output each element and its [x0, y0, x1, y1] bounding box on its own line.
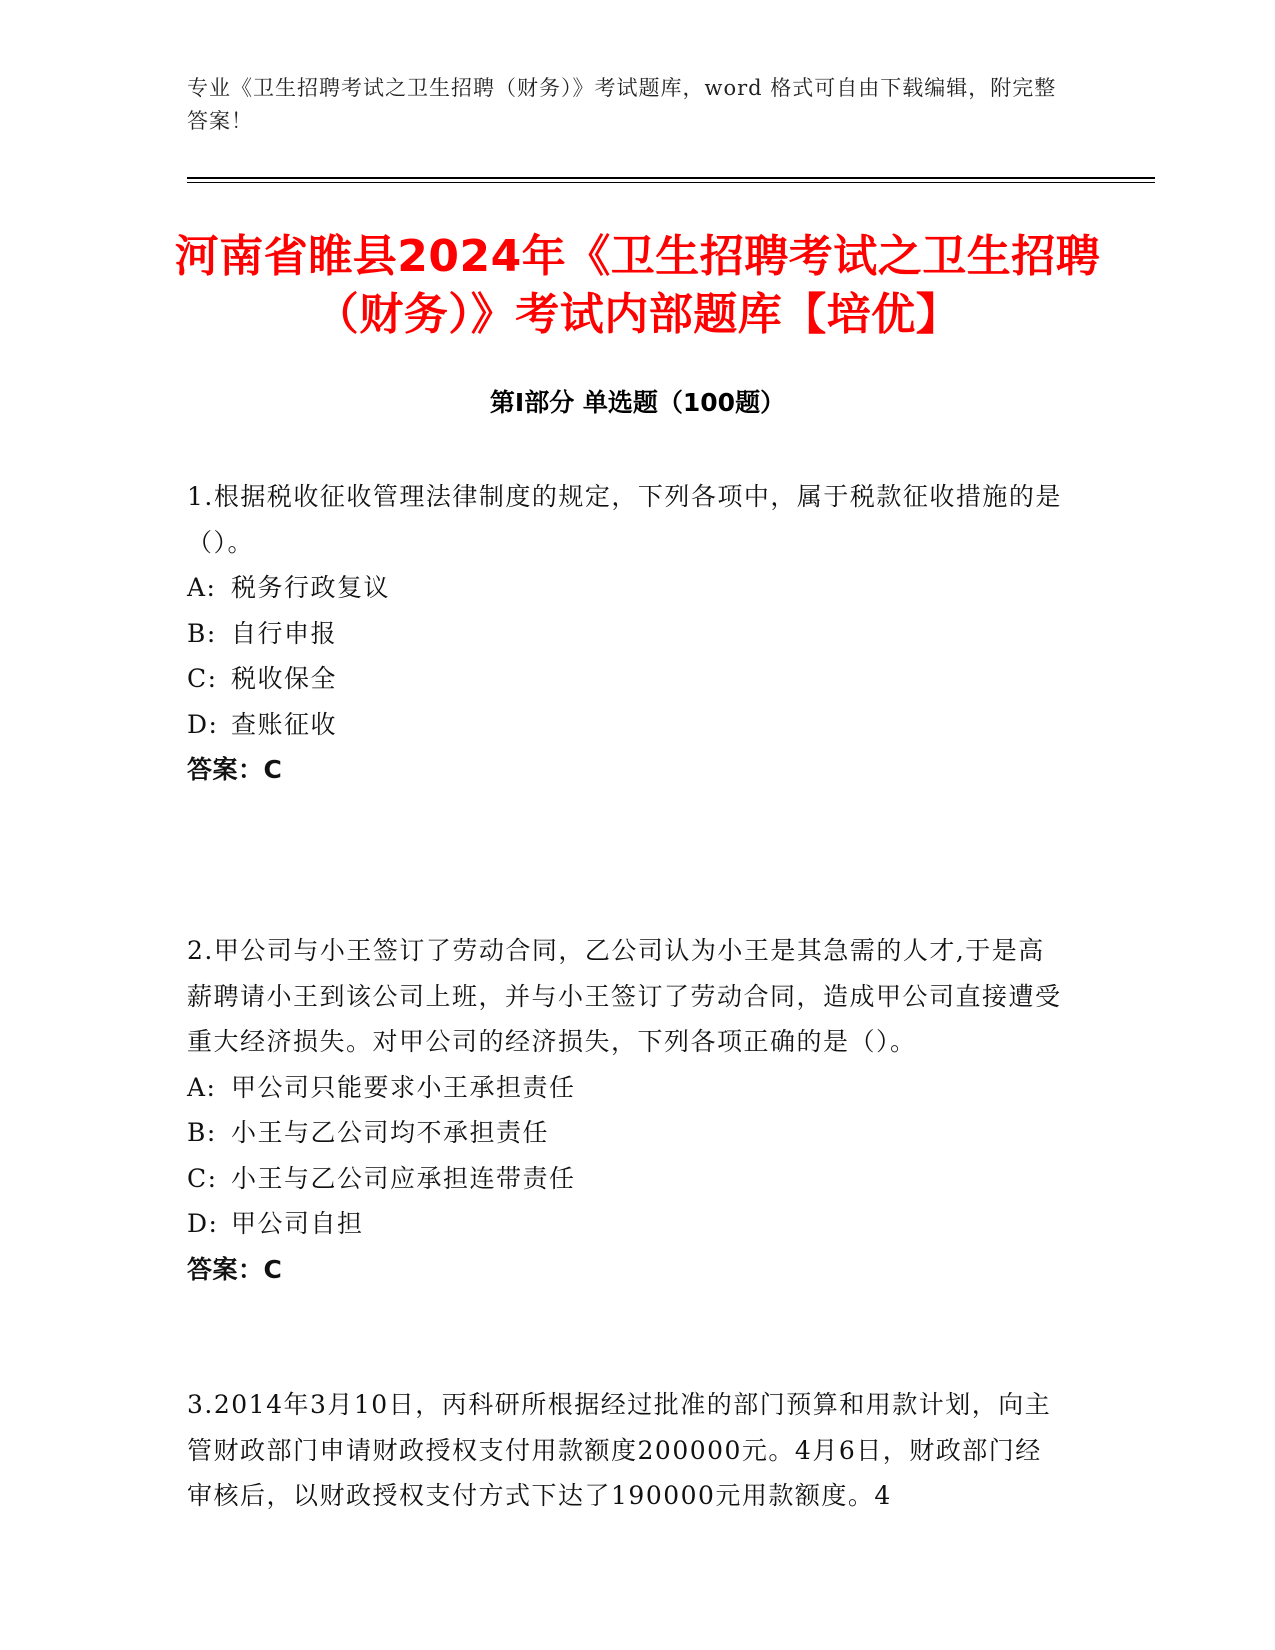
option-letter: A:: [187, 573, 217, 602]
question-stem: 2.甲公司与小王签订了劳动合同，乙公司认为小王是其急需的人才,于是高薪聘请小王到该公司上班，并与小王签订了劳动合同，造成甲公司直接遭受重大经济损失。对甲公司的经济损失，下列各项正确的是（）。: [187, 936, 1062, 1056]
option-a: [187, 1065, 1067, 1111]
option-text: 税收保全: [231, 664, 338, 693]
document-title: 河南省睢县2024年《卫生招聘考试之卫生招聘（财务）》考试内部题库【培优】: [174, 231, 1101, 340]
question-3: [187, 1382, 1067, 1519]
header-rule-thin: [187, 182, 1155, 183]
question-stem: 1.根据税收征收管理法律制度的规定，下列各项中，属于税款征收措施的是（）。: [187, 482, 1062, 557]
option-b: [187, 611, 1067, 657]
option-text: 小王与乙公司应承担连带责任: [231, 1163, 576, 1193]
question-1: [187, 474, 1067, 793]
section-title: 第Ⅰ部分 单选题（100题）: [489, 388, 786, 417]
option-letter: B:: [187, 618, 217, 648]
option-letter: D:: [187, 709, 219, 739]
option-letter: C:: [187, 664, 218, 693]
option-letter: A:: [187, 1072, 217, 1102]
answer: 答案：C: [187, 1254, 283, 1284]
header-note: 专业《卫生招聘考试之卫生招聘（财务）》考试题库，word 格式可自由下载编辑，附完整答案！: [187, 76, 1057, 133]
question-2: [187, 928, 1067, 1292]
option-a: [187, 565, 1067, 611]
option-text: 甲公司只能要求小王承担责任: [231, 1072, 576, 1102]
option-text: 甲公司自担: [231, 1209, 364, 1238]
header-rule-thick: [187, 177, 1155, 179]
option-letter: B:: [187, 1118, 217, 1147]
option-d: [187, 702, 1067, 748]
option-text: 小王与乙公司均不承担责任: [231, 1118, 550, 1147]
option-text: 税务行政复议: [231, 573, 391, 602]
option-c: [187, 1156, 1067, 1202]
question-stem: 3.2014年3月10日，丙科研所根据经过批准的部门预算和用款计划，向主管财政部门申请财政授权支付用款额度200000元。4月6日，财政部门经审核后，以财政授权支付方式下达了190000元用款额度。4: [187, 1390, 1052, 1510]
option-letter: C:: [187, 1163, 218, 1193]
option-text: 自行申报: [231, 618, 338, 648]
option-letter: D:: [187, 1209, 219, 1238]
option-text: 查账征收: [231, 709, 338, 739]
option-c: [187, 656, 1067, 702]
option-d: [187, 1201, 1067, 1247]
answer: 答案：C: [187, 755, 283, 784]
option-b: [187, 1110, 1067, 1156]
